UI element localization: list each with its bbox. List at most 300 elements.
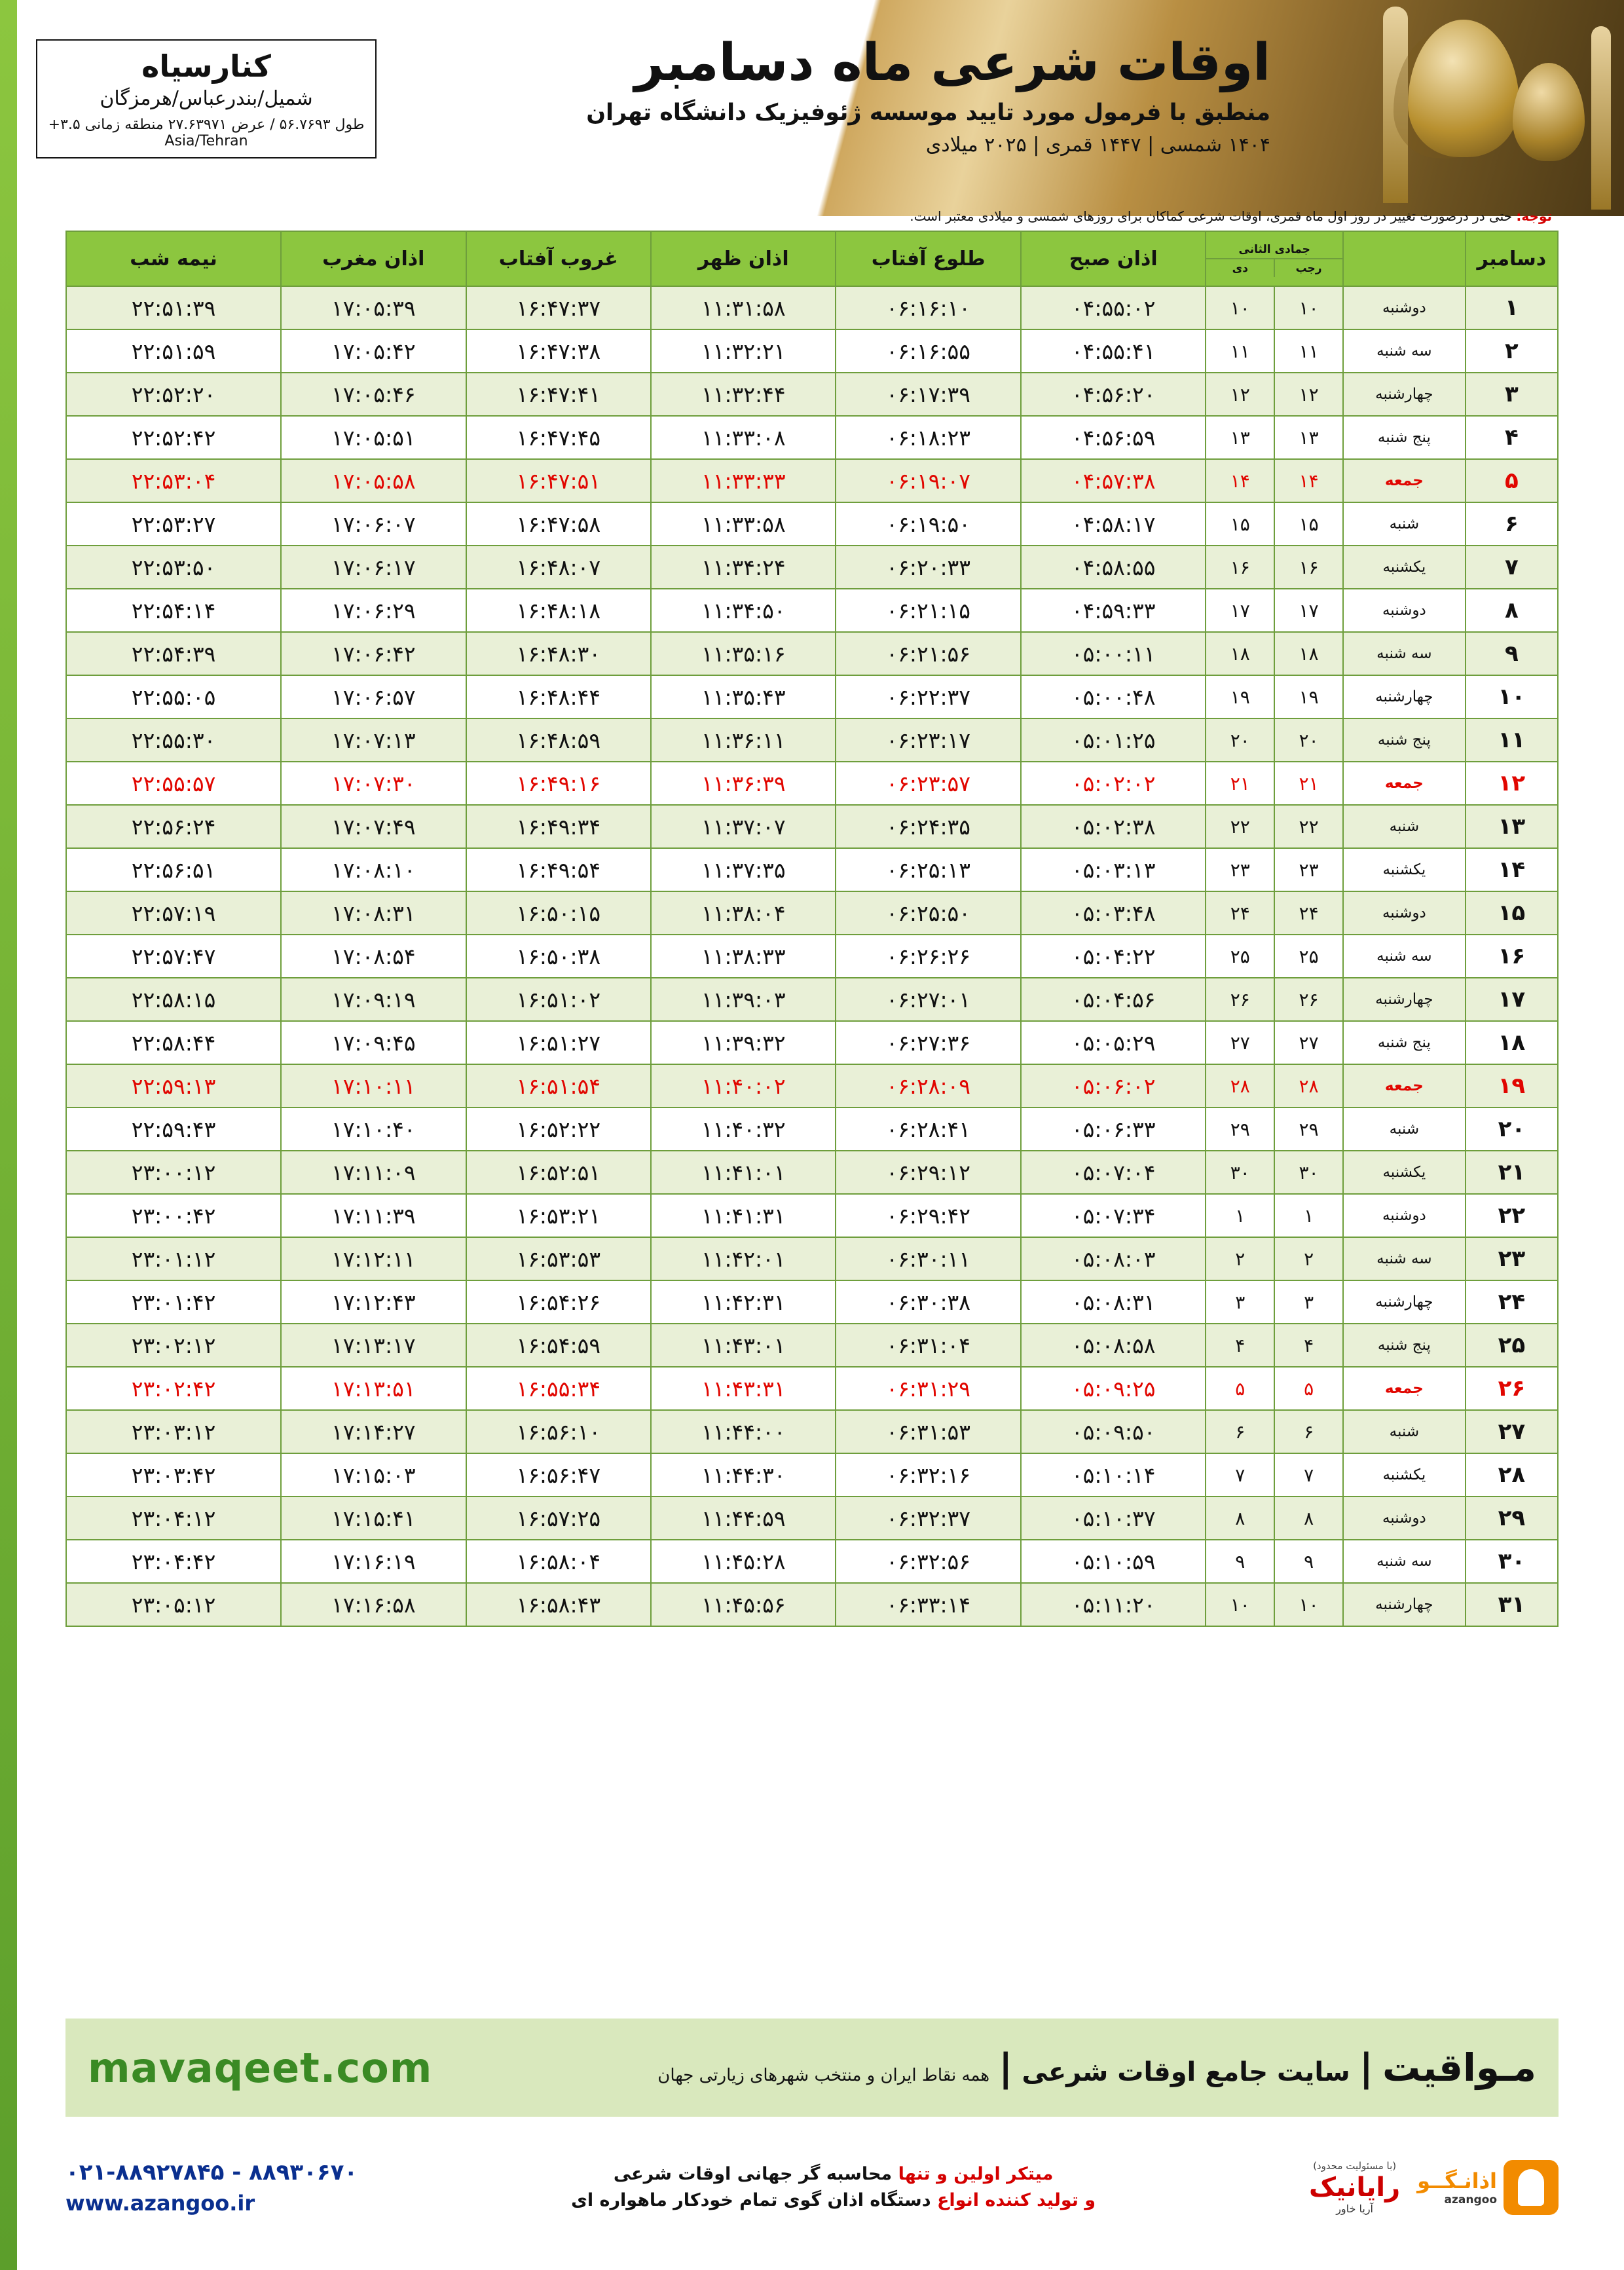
cell-noon: ۱۱:۴۲:۰۱ xyxy=(651,1237,836,1280)
cell-hijri-rajab: ۲۰ xyxy=(1274,718,1343,762)
cell-fajr: ۰۵:۰۷:۰۴ xyxy=(1021,1151,1206,1194)
contact-website[interactable]: www.azangoo.ir xyxy=(65,2191,255,2216)
cell-fajr: ۰۴:۵۵:۴۱ xyxy=(1021,329,1206,373)
cell-midnight: ۲۳:۰۵:۱۲ xyxy=(66,1583,281,1626)
cell-weekday: دوشنبه xyxy=(1343,1194,1466,1237)
cell-fajr: ۰۵:۰۳:۴۸ xyxy=(1021,891,1206,935)
cell-hijri-rajab: ۲۴ xyxy=(1274,891,1343,935)
cell-hijri-rajab: ۷ xyxy=(1274,1453,1343,1497)
rayanik-logo-sub: آریا خاور xyxy=(1336,2203,1373,2216)
cell-maghrib: ۱۷:۰۷:۳۰ xyxy=(281,762,466,805)
brand-separator: | xyxy=(1359,2045,1373,2090)
cell-weekday: چهارشنبه xyxy=(1343,978,1466,1021)
cell-maghrib: ۱۷:۰۵:۴۲ xyxy=(281,329,466,373)
cell-noon: ۱۱:۴۱:۰۱ xyxy=(651,1151,836,1194)
cell-midnight: ۲۲:۵۸:۴۴ xyxy=(66,1021,281,1064)
cell-sunset: ۱۶:۴۸:۴۴ xyxy=(466,675,651,718)
cell-sunrise: ۰۶:۲۱:۵۶ xyxy=(836,632,1020,675)
cell-hijri-dey: ۱۸ xyxy=(1206,632,1274,675)
cell-sunset: ۱۶:۵۰:۱۵ xyxy=(466,891,651,935)
cell-sunrise: ۰۶:۳۱:۵۳ xyxy=(836,1410,1020,1453)
cell-maghrib: ۱۷:۱۲:۱۱ xyxy=(281,1237,466,1280)
cell-gregorian-day: ۲۲ xyxy=(1466,1194,1558,1237)
cell-weekday: سه شنبه xyxy=(1343,632,1466,675)
cell-hijri-dey: ۹ xyxy=(1206,1540,1274,1583)
cell-gregorian-day: ۱ xyxy=(1466,286,1558,329)
cell-hijri-rajab: ۲۵ xyxy=(1274,935,1343,978)
cell-sunrise: ۰۶:۱۸:۲۳ xyxy=(836,416,1020,459)
cell-hijri-rajab: ۲۲ xyxy=(1274,805,1343,848)
cell-midnight: ۲۲:۵۳:۰۴ xyxy=(66,459,281,502)
cell-sunrise: ۰۶:۲۴:۳۵ xyxy=(836,805,1020,848)
table-row xyxy=(66,589,1558,632)
cell-sunrise: ۰۶:۲۳:۵۷ xyxy=(836,762,1020,805)
cell-maghrib: ۱۷:۱۰:۱۱ xyxy=(281,1064,466,1107)
cell-fajr: ۰۵:۰۵:۲۹ xyxy=(1021,1021,1206,1064)
brand-separator-2: | xyxy=(999,2045,1013,2090)
cell-hijri-rajab: ۱۶ xyxy=(1274,546,1343,589)
cell-fajr: ۰۴:۵۸:۵۵ xyxy=(1021,546,1206,589)
cell-maghrib: ۱۷:۰۵:۴۶ xyxy=(281,373,466,416)
col-header-gregorian: دسامبر xyxy=(1466,231,1558,286)
cell-sunrise: ۰۶:۲۱:۱۵ xyxy=(836,589,1020,632)
cell-midnight: ۲۲:۵۷:۴۷ xyxy=(66,935,281,978)
cell-sunrise: ۰۶:۱۶:۵۵ xyxy=(836,329,1020,373)
cell-noon: ۱۱:۳۳:۵۸ xyxy=(651,502,836,546)
tagline-line1-red: میتکر اولین و تنها xyxy=(898,2163,1054,2184)
cell-weekday: یکشنبه xyxy=(1343,1151,1466,1194)
cell-noon: ۱۱:۳۲:۲۱ xyxy=(651,329,836,373)
cell-gregorian-day: ۷ xyxy=(1466,546,1558,589)
cell-fajr: ۰۵:۰۲:۰۲ xyxy=(1021,762,1206,805)
cell-gregorian-day: ۱۱ xyxy=(1466,718,1558,762)
cell-sunrise: ۰۶:۳۱:۰۴ xyxy=(836,1324,1020,1367)
table-row xyxy=(66,1107,1558,1151)
cell-hijri-dey: ۱۷ xyxy=(1206,589,1274,632)
cell-sunset: ۱۶:۵۱:۰۲ xyxy=(466,978,651,1021)
cell-hijri-dey: ۳ xyxy=(1206,1280,1274,1324)
cell-hijri-rajab: ۹ xyxy=(1274,1540,1343,1583)
cell-fajr: ۰۵:۱۰:۳۷ xyxy=(1021,1497,1206,1540)
cell-gregorian-day: ۳ xyxy=(1466,373,1558,416)
cell-maghrib: ۱۷:۱۵:۴۱ xyxy=(281,1497,466,1540)
left-green-strip xyxy=(0,0,17,2270)
note-text: حتی در درصورت تغییر در روز اول ماه قمری، اوقات شرعی کماکان برای روزهای شمسی و میلادی معتبر است. xyxy=(910,208,1513,224)
title-block xyxy=(419,33,1270,157)
cell-hijri-dey: ۱۲ xyxy=(1206,373,1274,416)
cell-sunrise: ۰۶:۲۳:۱۷ xyxy=(836,718,1020,762)
cell-fajr: ۰۵:۱۰:۱۴ xyxy=(1021,1453,1206,1497)
cell-gregorian-day: ۲۷ xyxy=(1466,1410,1558,1453)
prayer-times-table-wrapper xyxy=(65,231,1559,1627)
cell-gregorian-day: ۱۴ xyxy=(1466,848,1558,891)
cell-midnight: ۲۲:۵۳:۲۷ xyxy=(66,502,281,546)
cell-hijri-rajab: ۱۸ xyxy=(1274,632,1343,675)
table-row xyxy=(66,1280,1558,1324)
cell-gregorian-day: ۱۲ xyxy=(1466,762,1558,805)
cell-noon: ۱۱:۴۴:۵۹ xyxy=(651,1497,836,1540)
cell-maghrib: ۱۷:۰۵:۵۱ xyxy=(281,416,466,459)
table-row xyxy=(66,848,1558,891)
cell-gregorian-day: ۱۷ xyxy=(1466,978,1558,1021)
cell-sunset: ۱۶:۴۸:۵۹ xyxy=(466,718,651,762)
cell-noon: ۱۱:۳۸:۰۴ xyxy=(651,891,836,935)
cell-hijri-rajab: ۱۱ xyxy=(1274,329,1343,373)
table-row xyxy=(66,1021,1558,1064)
rayanik-logo-text: رایانیک xyxy=(1309,2172,1401,2203)
cell-hijri-dey: ۳۰ xyxy=(1206,1151,1274,1194)
cell-sunset: ۱۶:۴۷:۳۸ xyxy=(466,329,651,373)
cell-sunset: ۱۶:۴۸:۰۷ xyxy=(466,546,651,589)
cell-midnight: ۲۲:۵۱:۵۹ xyxy=(66,329,281,373)
city-info-box xyxy=(36,39,377,158)
cell-sunset: ۱۶:۵۸:۴۳ xyxy=(466,1583,651,1626)
table-row xyxy=(66,1410,1558,1453)
azangoo-logo xyxy=(1417,2160,1559,2215)
cell-hijri-dey: ۲۰ xyxy=(1206,718,1274,762)
azangoo-logo-fa: اذانـگــو xyxy=(1417,2168,1497,2193)
city-coordinates: طول ۵۶.۷۶۹۳ / عرض ۲۷.۶۳۹۷۱ منطقه زمانی ۳.۵+ Asia/Tehran xyxy=(48,116,365,149)
cell-midnight: ۲۲:۵۶:۲۴ xyxy=(66,805,281,848)
table-row xyxy=(66,1453,1558,1497)
cell-hijri-dey: ۱۳ xyxy=(1206,416,1274,459)
table-row xyxy=(66,1583,1558,1626)
cell-sunrise: ۰۶:۲۵:۱۳ xyxy=(836,848,1020,891)
brand-subtitle-fa: سایت جامع اوقات شرعی xyxy=(1022,2057,1350,2087)
cell-midnight: ۲۳:۰۲:۴۲ xyxy=(66,1367,281,1410)
cell-sunrise: ۰۶:۱۹:۰۷ xyxy=(836,459,1020,502)
city-province: شمیل/بندرعباس/هرمزگان xyxy=(100,86,313,110)
cell-noon: ۱۱:۳۴:۲۴ xyxy=(651,546,836,589)
cell-sunrise: ۰۶:۲۰:۳۳ xyxy=(836,546,1020,589)
col-header-maghrib: اذان مغرب xyxy=(281,231,466,286)
cell-weekday: شنبه xyxy=(1343,805,1466,848)
cell-hijri-rajab: ۱۰ xyxy=(1274,286,1343,329)
table-row xyxy=(66,718,1558,762)
table-row xyxy=(66,762,1558,805)
cell-hijri-dey: ۲ xyxy=(1206,1237,1274,1280)
cell-fajr: ۰۵:۰۹:۲۵ xyxy=(1021,1367,1206,1410)
cell-noon: ۱۱:۴۰:۳۲ xyxy=(651,1107,836,1151)
cell-sunset: ۱۶:۵۱:۲۷ xyxy=(466,1021,651,1064)
cell-fajr: ۰۴:۵۹:۳۳ xyxy=(1021,589,1206,632)
brand-name-fa: مـواقیت xyxy=(1382,2045,1536,2090)
cell-weekday: چهارشنبه xyxy=(1343,373,1466,416)
cell-midnight: ۲۲:۵۳:۵۰ xyxy=(66,546,281,589)
cell-gregorian-day: ۲ xyxy=(1466,329,1558,373)
cell-midnight: ۲۲:۵۶:۵۱ xyxy=(66,848,281,891)
brand-website-link[interactable]: mavaqeet.com xyxy=(88,2043,433,2092)
cell-weekday: دوشنبه xyxy=(1343,891,1466,935)
cell-noon: ۱۱:۳۹:۰۳ xyxy=(651,978,836,1021)
cell-hijri-rajab: ۲۸ xyxy=(1274,1064,1343,1107)
cell-midnight: ۲۲:۵۵:۳۰ xyxy=(66,718,281,762)
cell-noon: ۱۱:۴۵:۲۸ xyxy=(651,1540,836,1583)
cell-sunrise: ۰۶:۱۹:۵۰ xyxy=(836,502,1020,546)
cell-hijri-rajab: ۲ xyxy=(1274,1237,1343,1280)
rayanik-logo xyxy=(1309,2160,1400,2216)
cell-maghrib: ۱۷:۰۶:۵۷ xyxy=(281,675,466,718)
cell-midnight: ۲۲:۵۵:۵۷ xyxy=(66,762,281,805)
cell-maghrib: ۱۷:۱۲:۴۳ xyxy=(281,1280,466,1324)
cell-hijri-rajab: ۲۶ xyxy=(1274,978,1343,1021)
cell-noon: ۱۱:۳۶:۳۹ xyxy=(651,762,836,805)
table-body xyxy=(66,286,1558,1626)
cell-fajr: ۰۵:۰۷:۳۴ xyxy=(1021,1194,1206,1237)
cell-sunset: ۱۶:۵۰:۳۸ xyxy=(466,935,651,978)
cell-weekday: یکشنبه xyxy=(1343,546,1466,589)
cell-midnight: ۲۳:۰۰:۱۲ xyxy=(66,1151,281,1194)
cell-sunrise: ۰۶:۳۳:۱۴ xyxy=(836,1583,1020,1626)
cell-noon: ۱۱:۳۷:۰۷ xyxy=(651,805,836,848)
cell-noon: ۱۱:۴۴:۳۰ xyxy=(651,1453,836,1497)
cell-maghrib: ۱۷:۱۵:۰۳ xyxy=(281,1453,466,1497)
cell-gregorian-day: ۱۵ xyxy=(1466,891,1558,935)
cell-fajr: ۰۵:۰۸:۰۳ xyxy=(1021,1237,1206,1280)
cell-sunset: ۱۶:۵۶:۴۷ xyxy=(466,1453,651,1497)
cell-gregorian-day: ۵ xyxy=(1466,459,1558,502)
cell-sunrise: ۰۶:۲۷:۳۶ xyxy=(836,1021,1020,1064)
cell-sunset: ۱۶:۴۹:۳۴ xyxy=(466,805,651,848)
cell-fajr: ۰۵:۰۶:۳۳ xyxy=(1021,1107,1206,1151)
cell-hijri-dey: ۲۷ xyxy=(1206,1021,1274,1064)
cell-hijri-dey: ۱۹ xyxy=(1206,675,1274,718)
cell-midnight: ۲۲:۵۸:۱۵ xyxy=(66,978,281,1021)
col-header-weekday xyxy=(1343,231,1466,286)
cell-hijri-dey: ۱۴ xyxy=(1206,459,1274,502)
cell-gregorian-day: ۱۶ xyxy=(1466,935,1558,978)
cell-sunrise: ۰۶:۲۸:۴۱ xyxy=(836,1107,1020,1151)
cell-noon: ۱۱:۳۷:۳۵ xyxy=(651,848,836,891)
table-row xyxy=(66,1497,1558,1540)
cell-midnight: ۲۲:۵۷:۱۹ xyxy=(66,891,281,935)
table-row xyxy=(66,546,1558,589)
cell-weekday: یکشنبه xyxy=(1343,848,1466,891)
cell-gregorian-day: ۱۹ xyxy=(1466,1064,1558,1107)
cell-maghrib: ۱۷:۱۳:۵۱ xyxy=(281,1367,466,1410)
cell-hijri-rajab: ۱۵ xyxy=(1274,502,1343,546)
cell-noon: ۱۱:۳۲:۴۴ xyxy=(651,373,836,416)
cell-fajr: ۰۴:۵۶:۲۰ xyxy=(1021,373,1206,416)
cell-sunset: ۱۶:۵۷:۲۵ xyxy=(466,1497,651,1540)
cell-hijri-rajab: ۸ xyxy=(1274,1497,1343,1540)
cell-gregorian-day: ۲۴ xyxy=(1466,1280,1558,1324)
cell-sunset: ۱۶:۵۴:۲۶ xyxy=(466,1280,651,1324)
cell-sunrise: ۰۶:۳۱:۲۹ xyxy=(836,1367,1020,1410)
cell-gregorian-day: ۲۹ xyxy=(1466,1497,1558,1540)
cell-fajr: ۰۵:۰۴:۵۶ xyxy=(1021,978,1206,1021)
cell-gregorian-day: ۲۱ xyxy=(1466,1151,1558,1194)
cell-hijri-rajab: ۵ xyxy=(1274,1367,1343,1410)
cell-midnight: ۲۳:۰۴:۱۲ xyxy=(66,1497,281,1540)
cell-weekday: سه شنبه xyxy=(1343,1237,1466,1280)
cell-maghrib: ۱۷:۰۷:۱۳ xyxy=(281,718,466,762)
cell-weekday: پنج شنبه xyxy=(1343,416,1466,459)
cell-sunset: ۱۶:۴۷:۵۸ xyxy=(466,502,651,546)
cell-sunrise: ۰۶:۱۷:۳۹ xyxy=(836,373,1020,416)
table-row xyxy=(66,416,1558,459)
cell-fajr: ۰۵:۰۶:۰۲ xyxy=(1021,1064,1206,1107)
cell-maghrib: ۱۷:۱۴:۲۷ xyxy=(281,1410,466,1453)
cell-maghrib: ۱۷:۱۶:۵۸ xyxy=(281,1583,466,1626)
table-row xyxy=(66,1064,1558,1107)
note-label: توجه: xyxy=(1516,208,1552,224)
hijri-month-label: جمادی الثانی xyxy=(1206,240,1342,259)
cell-maghrib: ۱۷:۱۰:۴۰ xyxy=(281,1107,466,1151)
table-row xyxy=(66,891,1558,935)
cell-weekday: چهارشنبه xyxy=(1343,1280,1466,1324)
cell-hijri-dey: ۸ xyxy=(1206,1497,1274,1540)
brand-coverage-text: همه نقاط ایران و منتخب شهرهای زیارتی جهان xyxy=(657,2066,990,2085)
table-row xyxy=(66,329,1558,373)
cell-gregorian-day: ۲۵ xyxy=(1466,1324,1558,1367)
cell-fajr: ۰۵:۰۲:۳۸ xyxy=(1021,805,1206,848)
tagline-line2-dark: دستگاه اذان گوی تمام خودکار ماهواره ای xyxy=(571,2190,931,2210)
cell-sunset: ۱۶:۴۹:۵۴ xyxy=(466,848,651,891)
cell-gregorian-day: ۹ xyxy=(1466,632,1558,675)
cell-hijri-dey: ۲۳ xyxy=(1206,848,1274,891)
cell-weekday: یکشنبه xyxy=(1343,1453,1466,1497)
cell-sunset: ۱۶:۴۹:۱۶ xyxy=(466,762,651,805)
cell-sunset: ۱۶:۴۸:۱۸ xyxy=(466,589,651,632)
cell-sunset: ۱۶:۵۵:۳۴ xyxy=(466,1367,651,1410)
cell-hijri-dey: ۲۶ xyxy=(1206,978,1274,1021)
table-row xyxy=(66,632,1558,675)
cell-sunrise: ۰۶:۱۶:۱۰ xyxy=(836,286,1020,329)
cell-midnight: ۲۲:۵۲:۲۰ xyxy=(66,373,281,416)
cell-fajr: ۰۵:۰۰:۱۱ xyxy=(1021,632,1206,675)
cell-gregorian-day: ۸ xyxy=(1466,589,1558,632)
cell-maghrib: ۱۷:۰۶:۰۷ xyxy=(281,502,466,546)
cell-maghrib: ۱۷:۰۸:۵۴ xyxy=(281,935,466,978)
cell-noon: ۱۱:۳۵:۴۳ xyxy=(651,675,836,718)
cell-weekday: دوشنبه xyxy=(1343,1497,1466,1540)
cell-hijri-rajab: ۶ xyxy=(1274,1410,1343,1453)
cell-noon: ۱۱:۳۹:۳۲ xyxy=(651,1021,836,1064)
col-header-noon: اذان ظهر xyxy=(651,231,836,286)
city-name: کنارسیاه xyxy=(141,48,271,84)
cell-gregorian-day: ۳۰ xyxy=(1466,1540,1558,1583)
cell-fajr: ۰۵:۰۴:۲۲ xyxy=(1021,935,1206,978)
cell-sunrise: ۰۶:۲۶:۲۶ xyxy=(836,935,1020,978)
col-header-fajr: اذان صبح xyxy=(1021,231,1206,286)
col-header-hijri xyxy=(1206,231,1343,286)
cell-noon: ۱۱:۴۳:۳۱ xyxy=(651,1367,836,1410)
cell-hijri-dey: ۱ xyxy=(1206,1194,1274,1237)
cell-weekday: شنبه xyxy=(1343,1410,1466,1453)
cell-weekday: پنج شنبه xyxy=(1343,1021,1466,1064)
calendar-years: ۱۴۰۴ شمسی | ۱۴۴۷ قمری | ۲۰۲۵ میلادی xyxy=(925,133,1270,157)
cell-weekday: پنج شنبه xyxy=(1343,718,1466,762)
table-row xyxy=(66,502,1558,546)
cell-sunrise: ۰۶:۲۹:۴۲ xyxy=(836,1194,1020,1237)
cell-sunrise: ۰۶:۲۹:۱۲ xyxy=(836,1151,1020,1194)
cell-maghrib: ۱۷:۰۵:۵۸ xyxy=(281,459,466,502)
cell-sunset: ۱۶:۵۱:۵۴ xyxy=(466,1064,651,1107)
cell-noon: ۱۱:۳۶:۱۱ xyxy=(651,718,836,762)
cell-sunset: ۱۶:۵۲:۲۲ xyxy=(466,1107,651,1151)
table-header xyxy=(66,231,1558,286)
cell-weekday: دوشنبه xyxy=(1343,286,1466,329)
cell-midnight: ۲۲:۵۴:۳۹ xyxy=(66,632,281,675)
table-row xyxy=(66,1151,1558,1194)
azangoo-logo-latin: azangoo xyxy=(1444,2193,1497,2206)
cell-sunrise: ۰۶:۲۵:۵۰ xyxy=(836,891,1020,935)
table-row xyxy=(66,459,1558,502)
contact-phone: ۰۲۱-۸۸۹۲۷۸۴۵ - ۸۸۹۳۰۶۷۰ xyxy=(65,2159,358,2186)
cell-hijri-rajab: ۱۹ xyxy=(1274,675,1343,718)
cell-hijri-rajab: ۴ xyxy=(1274,1324,1343,1367)
table-row xyxy=(66,805,1558,848)
tagline-line2-red: و تولید کننده انواع xyxy=(936,2190,1096,2210)
cell-weekday: سه شنبه xyxy=(1343,935,1466,978)
cell-noon: ۱۱:۴۰:۰۲ xyxy=(651,1064,836,1107)
cell-weekday: چهارشنبه xyxy=(1343,1583,1466,1626)
cell-noon: ۱۱:۳۳:۳۳ xyxy=(651,459,836,502)
cell-gregorian-day: ۱۸ xyxy=(1466,1021,1558,1064)
cell-gregorian-day: ۲۰ xyxy=(1466,1107,1558,1151)
cell-hijri-dey: ۱۰ xyxy=(1206,286,1274,329)
hijri-sub-dey: دی xyxy=(1232,262,1248,275)
cell-fajr: ۰۵:۱۱:۲۰ xyxy=(1021,1583,1206,1626)
cell-fajr: ۰۵:۱۰:۵۹ xyxy=(1021,1540,1206,1583)
cell-hijri-rajab: ۱۲ xyxy=(1274,373,1343,416)
cell-fajr: ۰۵:۰۸:۳۱ xyxy=(1021,1280,1206,1324)
col-header-sunrise: طلوع آفتاب xyxy=(836,231,1020,286)
cell-hijri-dey: ۱۱ xyxy=(1206,329,1274,373)
col-header-midnight: نیمه شب xyxy=(66,231,281,286)
cell-hijri-rajab: ۱۳ xyxy=(1274,416,1343,459)
cell-maghrib: ۱۷:۰۹:۱۹ xyxy=(281,978,466,1021)
cell-noon: ۱۱:۳۱:۵۸ xyxy=(651,286,836,329)
table-row xyxy=(66,675,1558,718)
cell-sunrise: ۰۶:۲۲:۳۷ xyxy=(836,675,1020,718)
cell-sunrise: ۰۶:۳۲:۳۷ xyxy=(836,1497,1020,1540)
cell-gregorian-day: ۲۶ xyxy=(1466,1367,1558,1410)
cell-maghrib: ۱۷:۰۶:۴۲ xyxy=(281,632,466,675)
cell-gregorian-day: ۲۸ xyxy=(1466,1453,1558,1497)
cell-maghrib: ۱۷:۰۹:۴۵ xyxy=(281,1021,466,1064)
cell-weekday: چهارشنبه xyxy=(1343,675,1466,718)
cell-hijri-dey: ۷ xyxy=(1206,1453,1274,1497)
cell-gregorian-day: ۶ xyxy=(1466,502,1558,546)
rayanik-legal-note: (با مسئولیت محدود) xyxy=(1313,2159,1397,2172)
cell-gregorian-day: ۴ xyxy=(1466,416,1558,459)
cell-midnight: ۲۳:۰۲:۱۲ xyxy=(66,1324,281,1367)
cell-hijri-dey: ۲۱ xyxy=(1206,762,1274,805)
cell-sunrise: ۰۶:۲۸:۰۹ xyxy=(836,1064,1020,1107)
table-row xyxy=(66,373,1558,416)
cell-maghrib: ۱۷:۰۷:۴۹ xyxy=(281,805,466,848)
cell-midnight: ۲۳:۰۳:۴۲ xyxy=(66,1453,281,1497)
cell-fajr: ۰۴:۵۶:۵۹ xyxy=(1021,416,1206,459)
cell-hijri-dey: ۱۶ xyxy=(1206,546,1274,589)
cell-midnight: ۲۲:۵۵:۰۵ xyxy=(66,675,281,718)
cell-maghrib: ۱۷:۱۱:۰۹ xyxy=(281,1151,466,1194)
cell-midnight: ۲۲:۵۹:۴۳ xyxy=(66,1107,281,1151)
cell-hijri-dey: ۱۵ xyxy=(1206,502,1274,546)
table-row xyxy=(66,286,1558,329)
cell-noon: ۱۱:۴۵:۵۶ xyxy=(651,1583,836,1626)
cell-hijri-rajab: ۱۰ xyxy=(1274,1583,1343,1626)
cell-hijri-rajab: ۲۷ xyxy=(1274,1021,1343,1064)
footer-brand-band xyxy=(65,2019,1559,2117)
cell-fajr: ۰۵:۰۳:۱۳ xyxy=(1021,848,1206,891)
cell-hijri-dey: ۵ xyxy=(1206,1367,1274,1410)
cell-hijri-dey: ۶ xyxy=(1206,1410,1274,1453)
table-row xyxy=(66,1540,1558,1583)
cell-sunset: ۱۶:۵۳:۲۱ xyxy=(466,1194,651,1237)
